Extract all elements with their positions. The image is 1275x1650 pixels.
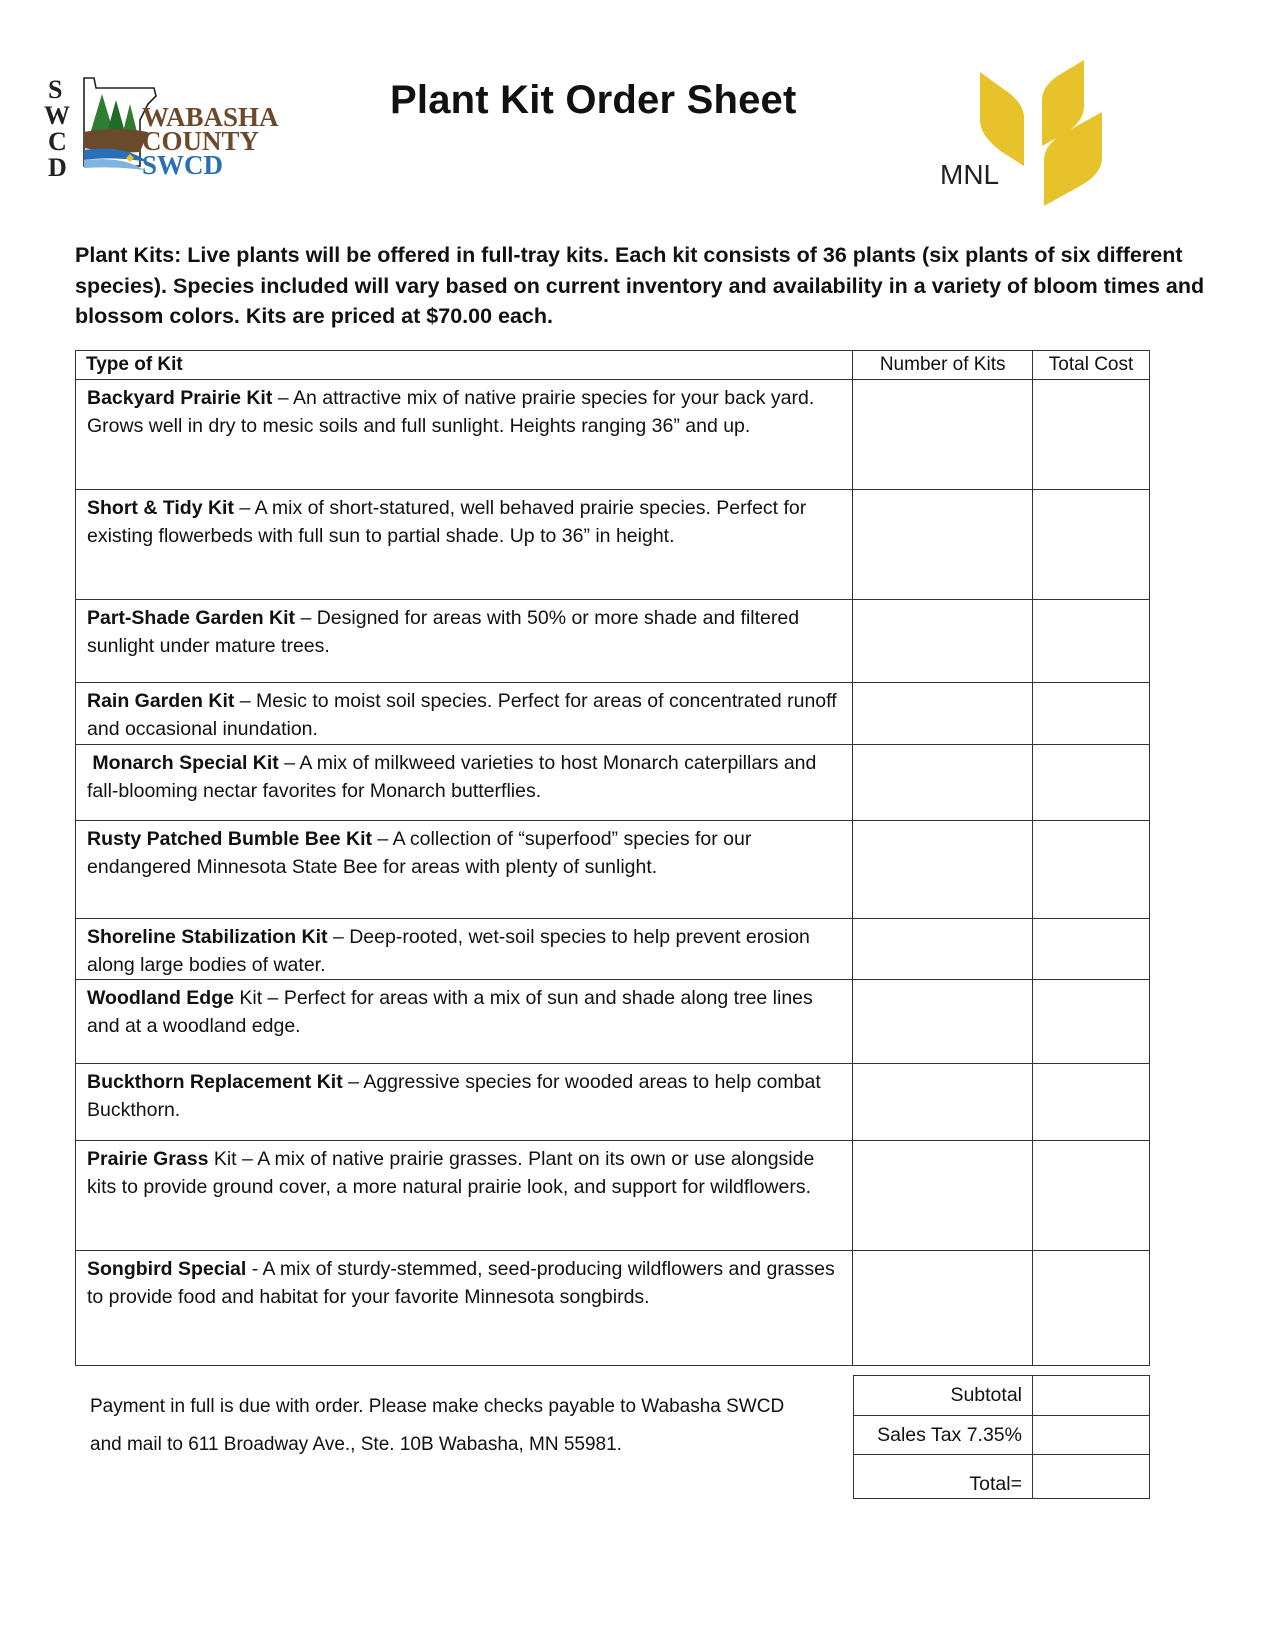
total-cost-cell[interactable] [1033, 1141, 1150, 1251]
sales-tax-label: Sales Tax 7.35% [854, 1416, 1033, 1455]
number-of-kits-cell[interactable] [853, 600, 1033, 683]
mnl-logo-text: MNL [940, 159, 1000, 190]
wabasha-swcd-logo [44, 74, 334, 194]
header-number-of-kits: Number of Kits [853, 351, 1033, 380]
number-of-kits-cell[interactable] [853, 820, 1033, 918]
kit-description-cell [76, 918, 853, 980]
total-cost-cell[interactable] [1033, 820, 1150, 918]
total-cost-cell[interactable] [1033, 600, 1150, 683]
header-total-cost: Total Cost [1033, 351, 1150, 380]
kit-name: Prairie Grass [87, 1148, 209, 1171]
number-of-kits-cell[interactable] [853, 1141, 1033, 1251]
kit-description-cell [76, 1064, 853, 1141]
kit-description: – A mix of milkweed varieties to host Monarch caterpillars and fall-blooming nectar favorites for Monarch butterflies. [87, 751, 817, 802]
totals-table [853, 1375, 1150, 1499]
number-of-kits-cell[interactable] [853, 918, 1033, 980]
total-cost-cell[interactable] [1033, 744, 1150, 820]
kit-description-cell [76, 683, 853, 745]
number-of-kits-cell[interactable] [853, 744, 1033, 820]
kit-description: – Designed for areas with 50% or more shade and filtered sunlight under mature trees. [87, 607, 800, 658]
mnl-logo [940, 60, 1120, 210]
number-of-kits-cell[interactable] [853, 1251, 1033, 1366]
kit-row [76, 820, 1150, 918]
logo-line-wabasha: WABASHA [142, 102, 279, 132]
number-of-kits-cell[interactable] [853, 1064, 1033, 1141]
table-header-row [76, 351, 1150, 380]
total-cost-cell[interactable] [1033, 1064, 1150, 1141]
payment-instructions [90, 1388, 850, 1464]
kit-name: Buckthorn Replacement Kit [87, 1071, 343, 1094]
page-title: Plant Kit Order Sheet [390, 78, 797, 122]
kit-row [76, 918, 1150, 980]
kit-description: – Aggressive species for wooded areas to help combat Buckthorn. [87, 1071, 821, 1122]
kit-description: Kit – Perfect for areas with a mix of sun and shade along tree lines and at a woodland edge. [87, 987, 813, 1038]
kit-row [76, 1141, 1150, 1251]
kit-description: Kit – A mix of native prairie grasses. Plant on its own or use alongside kits to provide ground cover, a more natural prairie look, and support for wildflowers. [87, 1148, 815, 1199]
logo-letter-w: W [44, 101, 70, 130]
kit-description-cell [76, 380, 853, 490]
subtotal-label: Subtotal [854, 1376, 1033, 1416]
number-of-kits-cell[interactable] [853, 380, 1033, 490]
kit-description-cell [76, 490, 853, 600]
kit-row [76, 490, 1150, 600]
kit-name: Shoreline Stabilization Kit [87, 925, 328, 948]
header-type-of-kit: Type of Kit [76, 351, 853, 380]
logo-letter-c: C [48, 127, 67, 156]
kit-row [76, 1064, 1150, 1141]
kit-description: – A collection of “superfood” species for our endangered Minnesota State Bee for areas with plenty of sunlight. [87, 827, 752, 878]
number-of-kits-cell[interactable] [853, 683, 1033, 745]
kit-order-table [75, 350, 1150, 1366]
kit-name: Backyard Prairie Kit [87, 387, 273, 409]
kit-description: – Deep-rooted, wet-soil species to help prevent erosion along large bodies of water. [87, 925, 810, 976]
kit-name: Monarch Special Kit [87, 751, 279, 774]
total-cost-cell[interactable] [1033, 980, 1150, 1064]
kit-description: - A mix of sturdy-stemmed, seed-producing wildflowers and grasses to provide food and habitat for your favorite Minnesota songbirds. [87, 1258, 835, 1309]
kit-row [76, 980, 1150, 1064]
kit-name: Songbird Special [87, 1258, 247, 1281]
number-of-kits-cell[interactable] [853, 980, 1033, 1064]
kit-name: Woodland Edge [87, 987, 234, 1010]
payment-line-2: and mail to 611 Broadway Ave., Ste. 10B Wabasha, MN 55981. [90, 1434, 622, 1455]
kit-row [76, 744, 1150, 820]
kit-name: Part-Shade Garden Kit [87, 607, 296, 629]
kit-row [76, 683, 1150, 745]
subtotal-input-cell[interactable] [1033, 1376, 1150, 1416]
number-of-kits-cell[interactable] [853, 490, 1033, 600]
kit-name: Rusty Patched Bumble Bee Kit [87, 827, 372, 850]
total-cost-cell[interactable] [1033, 490, 1150, 600]
total-label: Total= [854, 1455, 1033, 1499]
leaf-left-icon [980, 72, 1024, 166]
logo-letter-s: S [48, 75, 63, 104]
kit-row [76, 600, 1150, 683]
logo-line-swcd: SWCD [142, 150, 224, 180]
total-cost-cell[interactable] [1033, 918, 1150, 980]
logo-line-county: COUNTY [142, 126, 260, 156]
sales-tax-input-cell[interactable] [1033, 1416, 1150, 1455]
logo-letter-d: D [48, 153, 67, 182]
kit-description-cell [76, 1141, 853, 1251]
kit-name: Short & Tidy Kit [87, 497, 234, 519]
kit-name: Rain Garden Kit [87, 690, 235, 712]
total-cost-cell[interactable] [1033, 380, 1150, 490]
kit-description-cell [76, 820, 853, 918]
kit-description-cell [76, 600, 853, 683]
intro-paragraph: Plant Kits: Live plants will be offered in full-tray kits. Each kit consists of 36 plants (six plants of six different species). Species included will vary based on current inventory and availability in a variety of bloom times and blossom colors. Kits are priced at $70.00 each. [75, 243, 1205, 328]
kit-description: – Mesic to moist soil species. Perfect for areas of concentrated runoff and occasional inundation. [87, 690, 837, 741]
kit-description-cell [76, 980, 853, 1064]
total-cost-cell[interactable] [1033, 683, 1150, 745]
kit-description-cell [76, 1251, 853, 1366]
kit-row [76, 1251, 1150, 1366]
payment-line-1: Payment in full is due with order. Please make checks payable to Wabasha SWCD [90, 1396, 785, 1417]
kit-description: – An attractive mix of native prairie species for your back yard. Grows well in dry to mesic soils and full sunlight. Heights ranging 36” and up. [87, 387, 815, 438]
total-input-cell[interactable] [1033, 1455, 1150, 1499]
kit-description-cell [76, 744, 853, 820]
total-cost-cell[interactable] [1033, 1251, 1150, 1366]
kit-description: – A mix of short-statured, well behaved prairie species. Perfect for existing flowerbeds with full sun to partial shade. Up to 36” in height. [87, 497, 807, 548]
kit-row [76, 380, 1150, 490]
